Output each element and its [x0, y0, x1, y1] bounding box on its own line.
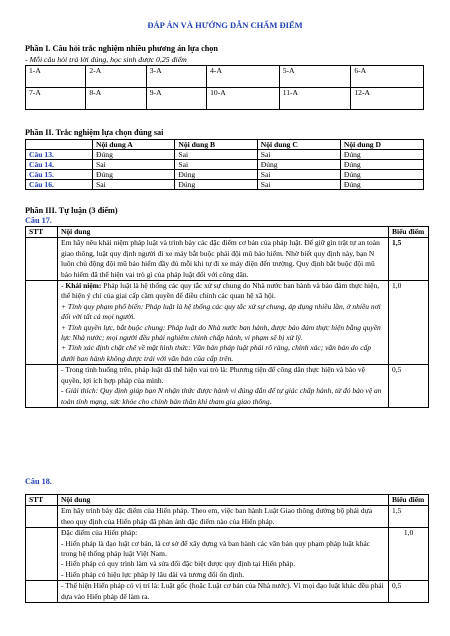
- header-cell: Biểu điểm: [389, 227, 429, 238]
- answer-cell: 8-A: [86, 88, 146, 110]
- answer-cell: 5-A: [279, 66, 351, 88]
- answer-cell: 7-A: [26, 88, 86, 110]
- header-cell: Nội dung A: [93, 140, 175, 150]
- part1-answer-table: [25, 65, 424, 110]
- part2-heading: Phần II. Trắc nghiệm lựa chọn đúng sai: [25, 128, 164, 137]
- header-cell: [26, 140, 93, 150]
- answer-content: [58, 281, 389, 365]
- part2-answer-table: [25, 139, 424, 190]
- header-cell: Nội dung B: [175, 140, 257, 150]
- question-text: Em hãy nêu khái niệm pháp luật và trình bày các đặc điểm cơ bản của pháp luật. Để giữ gìn trật tự an toàn giao thông, luật quy định người đi xe máy bắt buộc phải đội mũ bảo hiểm. Nhờ biết quy định này, bạn N luôn chủ động đội mũ bảo hiểm đầy đủ mỗi khi tự đi xe máy điện đến trường. Quy định bắt buộc đội mũ bảo hiểm đã thể hiện vai trò gì của pháp luật đối với công dân.: [58, 238, 389, 281]
- answer-cell: 10-A: [207, 88, 280, 110]
- answer-cell: Sai: [93, 160, 175, 170]
- answer-cell: Đúng: [175, 170, 257, 180]
- question-label: Câu 13.: [26, 150, 93, 160]
- table-row: [26, 506, 429, 528]
- feature-item: + Tính xác định chặt chẽ về mặt hình thức: Văn bản pháp luật phải rõ ràng, chính xác; văn bản do cấp dưới ban hành không được trái với văn bản của cấp trên.: [61, 343, 372, 363]
- q18-grading-table: [25, 494, 429, 603]
- answer-cell: 9-A: [146, 88, 206, 110]
- table-row: [26, 88, 424, 110]
- table-row: [26, 365, 429, 408]
- answer-cell: 2-A: [86, 66, 146, 88]
- score-cell: 0,5: [389, 581, 429, 603]
- page-title: ĐÁP ÁN VÀ HƯỚNG DẪN CHẤM ĐIỂM: [147, 20, 303, 30]
- question-18-label: Câu 18.: [25, 477, 52, 486]
- answer-cell: 6-A: [351, 66, 424, 88]
- part1-heading: Phần I. Câu hỏi trắc nghiệm nhiều phương án lựa chọn: [25, 44, 218, 53]
- answer-line: Đặc điểm của Hiến pháp:: [61, 528, 138, 538]
- concept-definition: [61, 281, 385, 302]
- table-header-row: [26, 495, 429, 506]
- concept-text: Pháp luật là hệ thống các quy tắc xử sự chung do Nhà nước ban hành và bảo đảm thực hiện, thể hiện ý chí của giai cấp cầm quyền để điều chỉnh các quan hệ xã hội.: [61, 281, 380, 301]
- answer-cell: Sai: [175, 160, 257, 170]
- answer-cell: Đúng: [257, 160, 340, 170]
- answer-line: - Hiến pháp có hiệu lực pháp lý lâu dài và tương đối ổn định.: [61, 569, 245, 579]
- table-row: [26, 66, 424, 88]
- header-cell: Nội dung: [58, 495, 389, 506]
- concept-lead: - Khái niệm:: [61, 281, 102, 291]
- part1-note: - Mỗi câu hỏi trả lời đúng, học sinh được 0,25 điểm: [25, 55, 187, 64]
- role-answer: - Trong tình huống trên, pháp luật đã thể hiện vai trò là: Phương tiện để công dân thực hiện và bảo vệ quyền, lợi ích hợp pháp của mình.: [61, 365, 365, 385]
- header-cell: Biểu điểm: [389, 495, 429, 506]
- answer-content: - Thể hiện Hiến pháp có vị trí là: Luật gốc (hoặc Luật cơ bản của Nhà nước). Vì mọi đạo luật khác đều phải dựa vào Hiến pháp để làm ra.: [58, 581, 389, 603]
- header-cell: STT: [26, 495, 58, 506]
- feature-item: + Tính quyền lực, bắt buộc chung: Pháp luật do Nhà nước ban hành, được bảo đảm thực hiện bằng quyền lực Nhà nước; mọi người đều phải nghiêm chỉnh chấp hành, vi phạm sẽ bị xử lý.: [61, 322, 381, 343]
- answer-cell: 4-A: [207, 66, 280, 88]
- answer-cell: 11-A: [279, 88, 351, 110]
- answer-cell: 12-A: [351, 88, 424, 110]
- answer-content: [58, 528, 389, 581]
- answer-cell: 1-A: [26, 66, 86, 88]
- part3-heading: Phần III. Tự luận (3 điểm): [25, 206, 118, 215]
- header-cell: Nội dung C: [257, 140, 340, 150]
- header-cell: STT: [26, 227, 58, 238]
- table-row: [26, 180, 424, 190]
- feature-item: + Tính quy phạm phổ biến: Pháp luật là hệ thống các quy tắc xử sự chung, áp dụng nhiều lần, ở nhiều nơi đối với tất cả mọi người.: [61, 301, 381, 322]
- answer-cell: Đúng: [340, 180, 423, 190]
- table-row: [26, 150, 424, 160]
- answer-cell: Sai: [257, 150, 340, 160]
- answer-cell: Sai: [257, 170, 340, 180]
- answer-cell: Đúng: [340, 150, 423, 160]
- table-row: [26, 170, 424, 180]
- answer-cell: 3-A: [146, 66, 206, 88]
- score-cell: 0,5: [389, 365, 429, 408]
- question-label: Câu 14.: [26, 160, 93, 170]
- table-row: [26, 281, 429, 365]
- answer-line: - Hiến pháp có quy trình làm và sửa đổi đặc biệt được quy định tại Hiến pháp.: [61, 559, 296, 569]
- question-17-label: Câu 17.: [25, 216, 52, 225]
- answer-cell: Đúng: [93, 170, 175, 180]
- answer-line: - Hiến pháp là đạo luật cơ bản, là cơ sở để xây dựng và ban hành các văn bản quy phạm pháp luật khác trong hệ thống pháp luật Việt Nam.: [61, 538, 370, 559]
- answer-content: [58, 365, 389, 408]
- role-explanation: - Giải thích: Quy định giúp bạn N nhận thức được hành vi đúng đắn để tự giác chấp hành, từ đó bảo vệ an toàn tính mạng, sức khỏe cho chính bản thân khi tham gia giao thông.: [61, 386, 382, 406]
- table-row: [26, 160, 424, 170]
- answer-cell: Sai: [93, 180, 175, 190]
- table-header-row: [26, 227, 429, 238]
- answer-cell: Đúng: [340, 170, 423, 180]
- table-row: [26, 238, 429, 281]
- answer-cell: Sai: [175, 150, 257, 160]
- question-text: Em hãy trình bày đặc điểm của Hiến pháp. Theo em, việc ban hành Luật Giao thông đường bộ phải dựa theo quy định của Hiến pháp đã phản ánh đặc điểm nào của Hiến pháp.: [58, 506, 389, 528]
- answer-cell: Đúng: [175, 180, 257, 190]
- header-cell: Nội dung: [58, 227, 389, 238]
- score-cell: 1,0: [389, 528, 429, 581]
- header-cell: Nội dung D: [340, 140, 423, 150]
- table-header-row: [26, 140, 424, 150]
- answer-cell: Đúng: [93, 150, 175, 160]
- table-row: [26, 581, 429, 603]
- answer-cell: Sai: [257, 180, 340, 190]
- score-cell: 1,5: [389, 238, 429, 281]
- q17-grading-table: [25, 226, 429, 408]
- question-label: Câu 16.: [26, 180, 93, 190]
- question-label: Câu 15.: [26, 170, 93, 180]
- score-cell: 1,5: [389, 506, 429, 528]
- answer-cell: Đúng: [340, 160, 423, 170]
- score-cell: 1,0: [389, 281, 429, 365]
- table-row: [26, 528, 429, 581]
